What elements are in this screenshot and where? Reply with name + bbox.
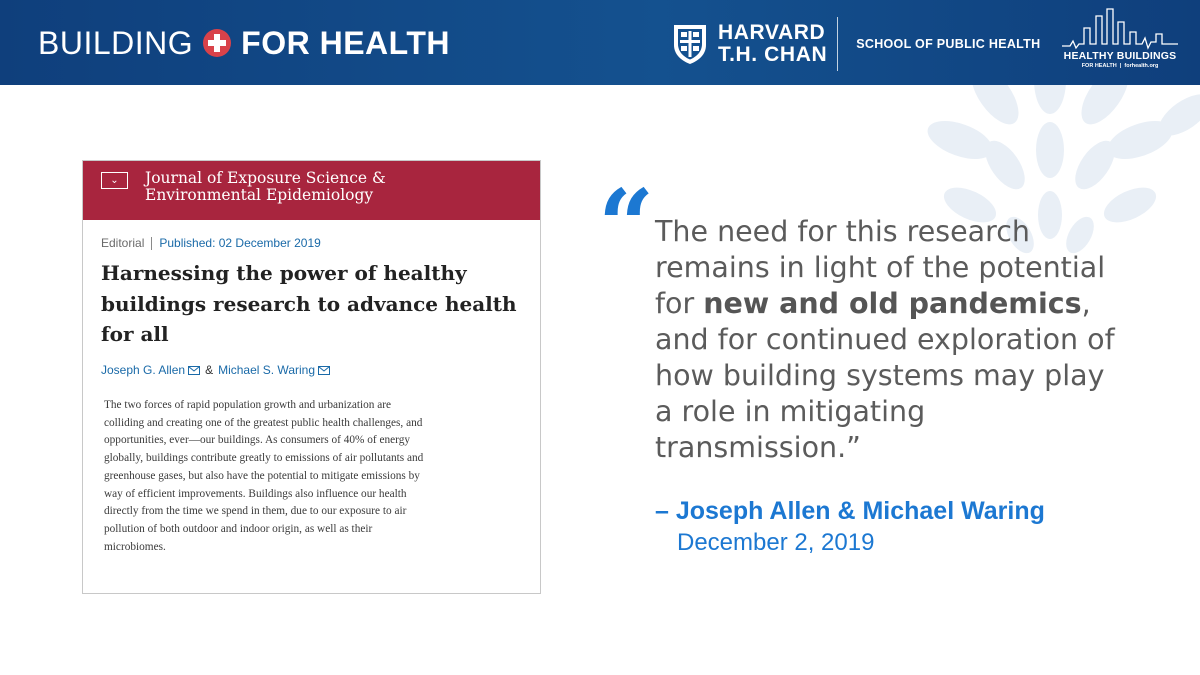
published-date: Published: 02 December 2019 bbox=[159, 236, 321, 250]
harvard-line1: HARVARD bbox=[718, 21, 826, 44]
envelope-icon[interactable] bbox=[318, 366, 330, 375]
quote-part2: , and for continued exploration of how building systems may play a role in mitigating transmission.” bbox=[655, 287, 1115, 464]
journal-header bbox=[83, 161, 540, 220]
article-authors bbox=[101, 363, 330, 377]
author-link[interactable]: Michael S. Waring bbox=[218, 363, 315, 377]
journal-menu-button[interactable]: ⌄ bbox=[101, 172, 128, 189]
medical-cross-icon bbox=[203, 29, 231, 57]
quote-emphasis: new and old pandemics bbox=[703, 287, 1082, 320]
journal-name-line1: Journal of Exposure Science & bbox=[145, 169, 386, 187]
quote-date: December 2, 2019 bbox=[677, 529, 875, 556]
hb-sub-right: forhealth.org bbox=[1124, 63, 1159, 69]
building-for-health-logo bbox=[38, 24, 450, 62]
harvard-shield-icon bbox=[672, 23, 708, 65]
quote-attribution: – Joseph Allen & Michael Waring bbox=[655, 497, 1045, 525]
healthy-buildings-subline: FOR HEALTH | forhealth.org bbox=[1081, 63, 1159, 69]
skyline-icon bbox=[1060, 6, 1180, 50]
hb-sub-left: FOR HEALTH bbox=[1081, 63, 1117, 69]
article-meta bbox=[101, 236, 321, 250]
abstract-line: opportunities, ever—our buildings. As consumers of 40% of energy bbox=[104, 434, 411, 447]
quote-part1: The need for this research remains in light of the potential for bbox=[655, 215, 1106, 320]
quotation-mark-icon: “ bbox=[598, 169, 655, 284]
journal-name bbox=[145, 170, 386, 204]
article-abstract bbox=[104, 397, 444, 556]
abstract-line: colliding and creating one of the greatest public health challenges, and bbox=[104, 416, 423, 429]
harvard-chan-logo bbox=[672, 16, 1040, 72]
envelope-icon[interactable] bbox=[188, 366, 200, 375]
article-type: Editorial bbox=[101, 236, 145, 250]
school-name: SCHOOL OF PUBLIC HEALTH bbox=[856, 37, 1041, 51]
harvard-line2: T.H. CHAN bbox=[718, 43, 828, 66]
abstract-line: greenhouse gases, but also have the potential to mitigate emissions by bbox=[104, 469, 420, 482]
header-banner bbox=[0, 0, 1200, 85]
journal-name-line2: Environmental Epidemiology bbox=[145, 186, 374, 204]
brand-left-text: BUILDING bbox=[38, 24, 194, 61]
author-link[interactable]: Joseph G. Allen bbox=[101, 363, 186, 377]
abstract-line: way of efficient improvements. Buildings also influence our health bbox=[104, 487, 407, 500]
brand-right-text: FOR HEALTH bbox=[241, 24, 450, 61]
journal-article-card bbox=[82, 160, 541, 594]
meta-divider bbox=[151, 237, 152, 250]
abstract-line: microbiomes. bbox=[104, 540, 166, 553]
author-separator: & bbox=[205, 363, 214, 377]
abstract-line: directly from the time we spend in them, due to our exposure to air bbox=[104, 505, 407, 518]
healthy-buildings-logo bbox=[1058, 6, 1182, 80]
logo-divider bbox=[837, 17, 838, 71]
abstract-line: globally, buildings contribute greatly to emissions of air pollutants and bbox=[104, 452, 424, 465]
healthy-buildings-title: HEALTHY BUILDINGS bbox=[1063, 50, 1177, 62]
quote-text bbox=[655, 214, 1125, 466]
abstract-line: pollution of both outdoor and indoor origin, as well as their bbox=[104, 522, 373, 535]
abstract-line: The two forces of rapid population growth and urbanization are bbox=[104, 399, 392, 411]
article-title: Harnessing the power of healthy buildings research to advance health for all bbox=[101, 261, 517, 346]
